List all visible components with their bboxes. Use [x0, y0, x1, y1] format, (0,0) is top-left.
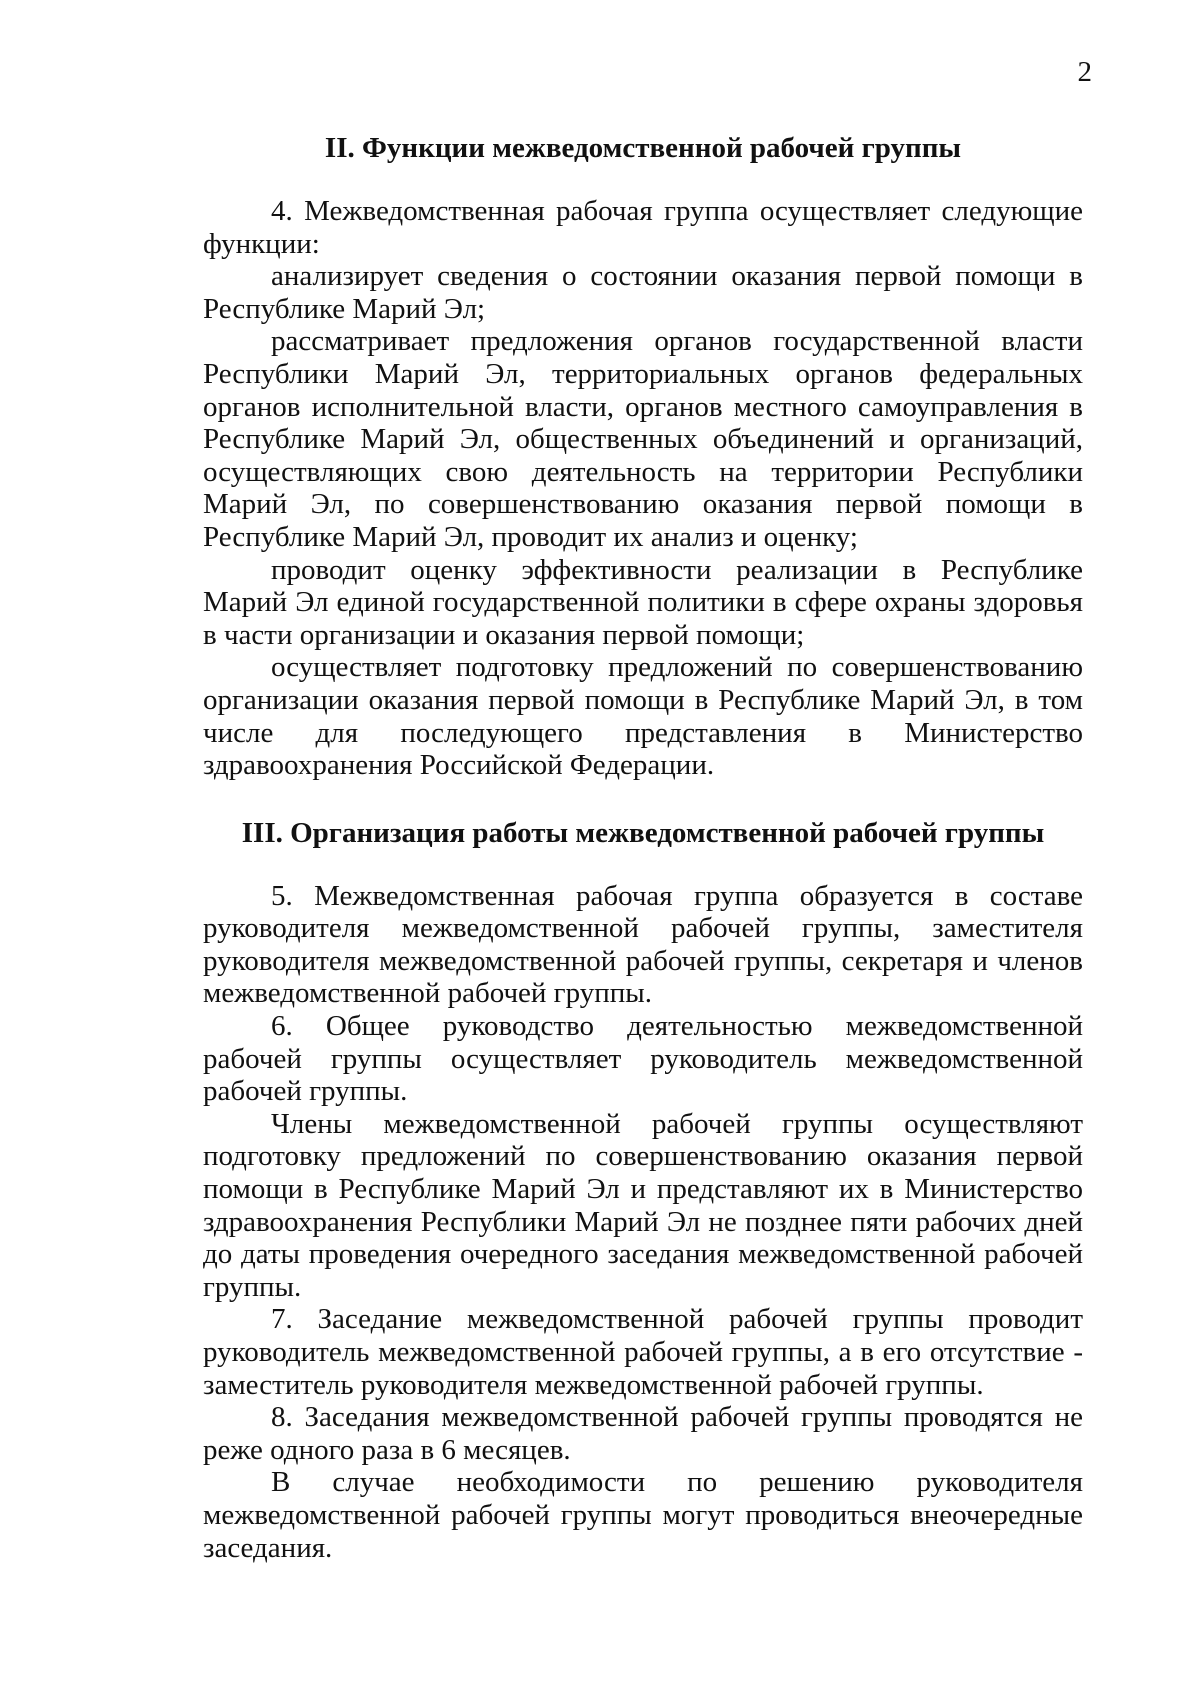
- paragraph: 5. Межведомственная рабочая группа образуется в составе руководителя межведомственной рабочей группы, заместителя руководителя межведомственной рабочей группы, секретаря и членов межведомственной рабочей группы.: [203, 879, 1083, 1010]
- document-body: [203, 125, 1083, 1564]
- paragraph: проводит оценку эффективности реализации в Республике Марий Эл единой государственной политики в сфере охраны здоровья в части организации и оказания первой помощи;: [203, 553, 1083, 651]
- paragraph: 4. Межведомственная рабочая группа осуществляет следующие функции:: [203, 195, 1083, 260]
- paragraph: осуществляет подготовку предложений по совершенствованию организации оказания первой помощи в Республике Марий Эл, в том числе для последующего представления в Министерство здравоохранения Российской Федерации.: [203, 651, 1083, 782]
- section-organization: [203, 816, 1083, 1564]
- paragraph: анализирует сведения о состоянии оказания первой помощи в Республике Марий Эл;: [203, 260, 1083, 325]
- paragraph: рассматривает предложения органов государственной власти Республики Марий Эл, территориальных органов федеральных органов исполнительной власти, органов местного самоуправления в Республике Марий Эл, общественных объединений и организаций, осуществляющих свою деятельность на территории Республики Марий Эл, по совершенствованию оказания первой помощи в Республике Марий Эл, проводит их анализ и оценку;: [203, 325, 1083, 553]
- paragraph: 6. Общее руководство деятельностью межведомственной рабочей группы осуществляет руководитель межведомственной рабочей группы.: [203, 1010, 1083, 1108]
- section-heading: III. Организация работы межведомственной рабочей группы: [241, 816, 1045, 849]
- paragraph: В случае необходимости по решению руководителя межведомственной рабочей группы могут проводиться внеочередные заседания.: [203, 1466, 1083, 1564]
- page-number: 2: [1077, 56, 1092, 88]
- section-heading: II. Функции межведомственной рабочей группы: [324, 132, 962, 164]
- paragraph: Члены межведомственной рабочей группы осуществляют подготовку предложений по совершенствованию оказания первой помощи в Республике Марий Эл и представляют их в Министерство здравоохранения Республики Марий Эл не позднее пяти рабочих дней до даты проведения очередного заседания межведомственной рабочей группы.: [203, 1107, 1083, 1303]
- paragraph: 8. Заседания межведомственной рабочей группы проводятся не реже одного раза в 6 месяцев.: [203, 1401, 1083, 1466]
- paragraph: 7. Заседание межведомственной рабочей группы проводит руководитель межведомственной рабочей группы, а в его отсутствие - заместитель руководителя межведомственной рабочей группы.: [203, 1303, 1083, 1401]
- section-functions: [203, 131, 1083, 782]
